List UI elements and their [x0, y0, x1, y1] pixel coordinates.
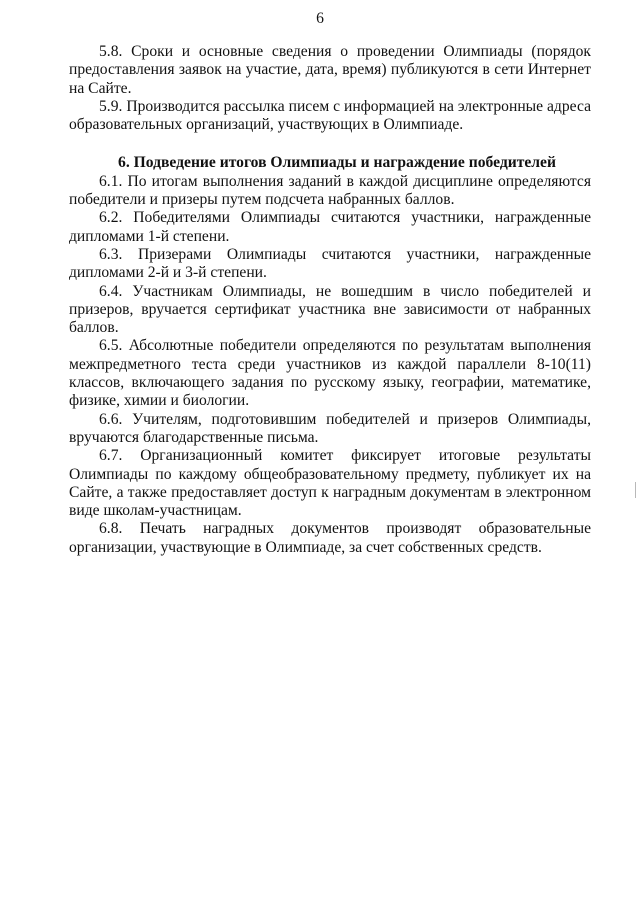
- section-6-heading: 6. Подведение итогов Олимпиады и награждение победителей: [118, 154, 556, 172]
- paragraph-5-8: 5.8. Сроки и основные сведения о проведении Олимпиады (порядок предоставления заявок на участие, дата, время) публикуются в сети Интернет на Сайте.: [69, 43, 591, 97]
- paragraph-6-6: 6.6. Учителям, подготовившим победителей и призеров Олимпиады, вручаются благодарственные письма.: [69, 410, 591, 446]
- paragraph-6-5: 6.5. Абсолютные победители определяются по результатам выполнения межпредметного теста среди участников из каждой параллели 8-10(11) классов, включающего задания по русскому языку, географии, математике, физике, химии и биологии.: [69, 337, 591, 410]
- paragraph-6-4: 6.4. Участникам Олимпиады, не вошедшим в число победителей и призеров, вручается сертификат участника вне зависимости от набранных баллов.: [69, 282, 591, 337]
- paragraph-5-9: 5.9. Производится рассылка писем с информацией на электронные адреса образовательных организаций, участвующих в Олимпиаде.: [69, 97, 591, 134]
- paragraph-6-2: 6.2. Победителями Олимпиады считаются участники, награжденные дипломами 1-й степени.: [69, 209, 591, 245]
- page-body: [69, 43, 591, 557]
- page-number: 6: [316, 10, 324, 27]
- scan-edge-mark: [635, 482, 636, 498]
- paragraph-6-7: 6.7. Организационный комитет фиксирует итоговые результаты Олимпиады по каждому общеобразовательному предмету, публикует их на Сайте, а также предоставляет доступ к наградным документам в электронном виде школам-участницам.: [69, 447, 591, 520]
- paragraph-6-8: 6.8. Печать наградных документов производят образовательные организации, участвующие в Олимпиаде, за счет собственных средств.: [69, 520, 591, 556]
- paragraph-6-1: 6.1. По итогам выполнения заданий в каждой дисциплине определяются победители и призеры путем подсчета набранных баллов.: [69, 172, 591, 209]
- paragraph-6-3: 6.3. Призерами Олимпиады считаются участники, награжденные дипломами 2-й и 3-й степени.: [69, 245, 591, 282]
- section-spacer: [69, 134, 591, 154]
